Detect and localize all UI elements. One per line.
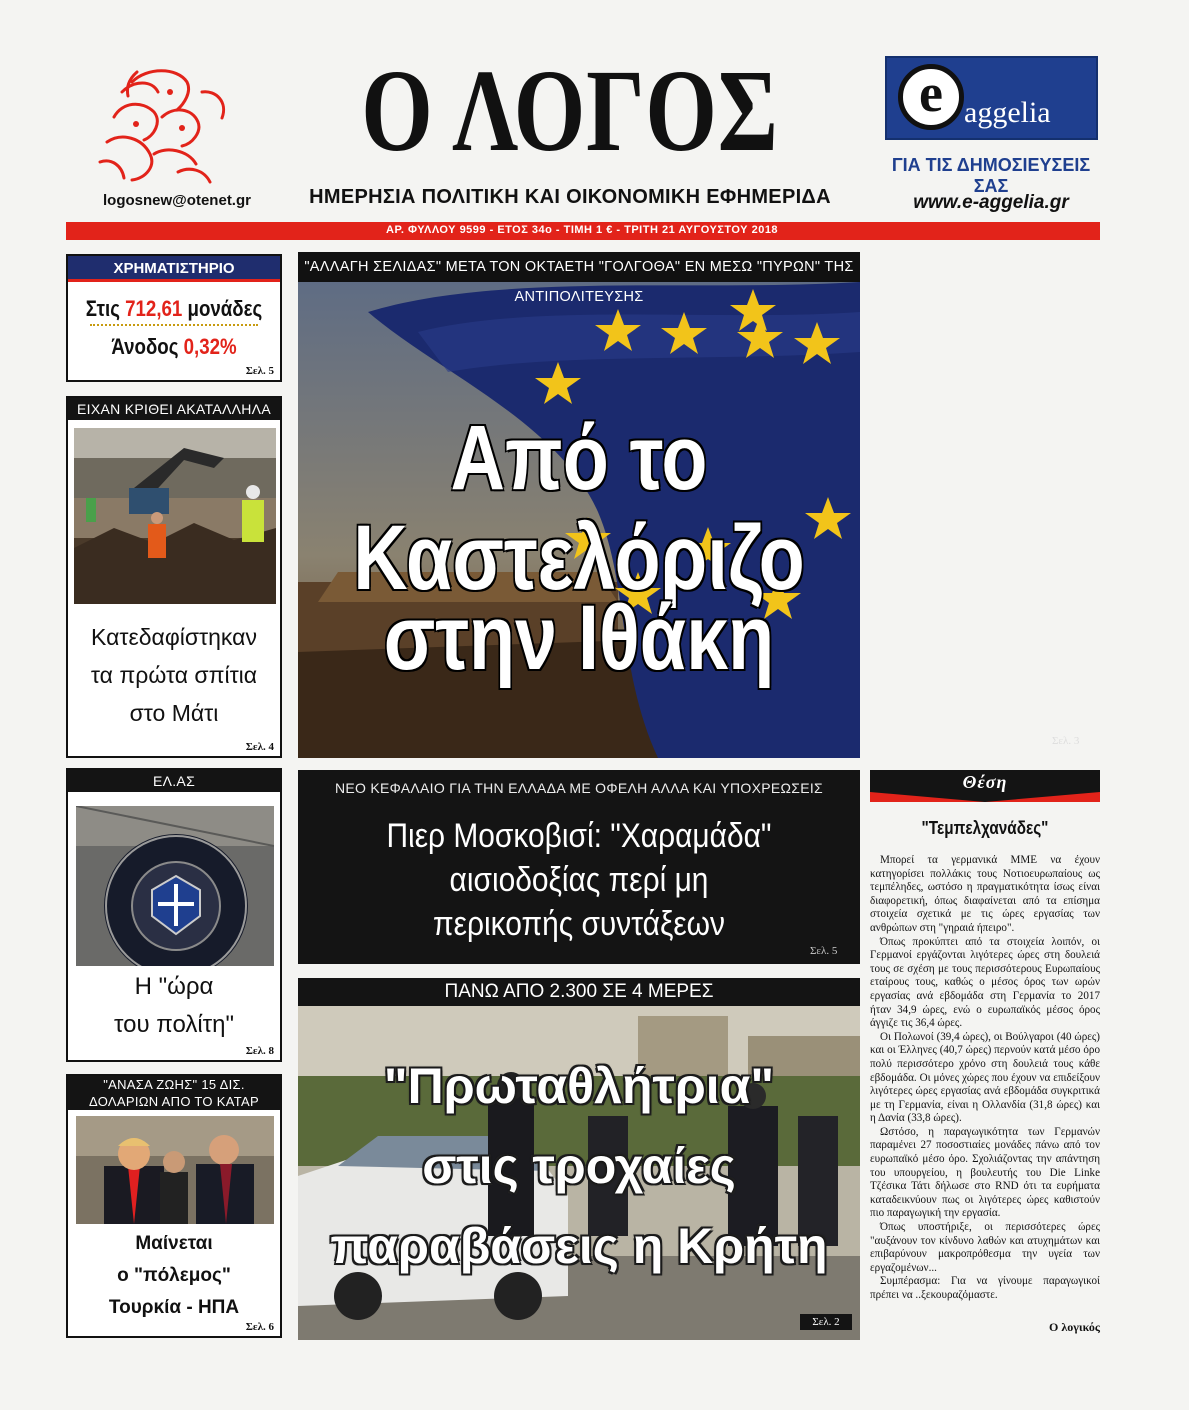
opinion-paragraph: Όπως υποστήριξε, οι περισσότερες ώρες "αυξάνουν τον κίνδυνο λαθών και ατυχημάτων και επιβαρύνουν μακροπρόθεσμα την υγεία των εργαζομένων... [870, 1221, 1100, 1274]
bourse-points: Στις 712,61 μονάδες [85, 296, 263, 321]
qatar-headline-2: ο "πόλεμος" [117, 1265, 231, 1286]
opinion-signature: Ο λογικός [1049, 1320, 1100, 1334]
page-ref: Σελ. 4 [245, 741, 274, 753]
divider [90, 324, 258, 326]
newspaper-subtitle: ΗΜΕΡΗΣΙΑ ΠΟΛΙΤΙΚΗ ΚΑΙ ΟΙΚΟΝΟΜΙΚΗ ΕΦΗΜΕΡΙΔΑ [309, 186, 831, 208]
bourse-box[interactable] [66, 254, 282, 382]
e-aggelia-logo-letter: e [919, 63, 943, 123]
opinion-paragraph: Ωστόσο, η παραγωγικότητα των Γερμανών παραμένει 27 ποσοστιαίες μονάδες πάνω από τον ευρωπαϊκό μέσο όρο. Σχολιάζοντας την απάντηση του υπουργείου, η βουλευτής του Die Linke Τζέσικα Τάτι δήλωσε στο RND ότι τα ευρήματα καταδεικνύουν πως οι λιγότερες ώρες καθιστούν πιο παραγωγική την εργασία. [870, 1125, 1100, 1220]
leaders-photo [76, 1116, 274, 1224]
crete-headline-1[interactable]: "Πρωταθλήτρια" [383, 1058, 775, 1114]
opinion-label: Θέση [962, 772, 1008, 792]
ad-url-link[interactable]: www.e-aggelia.gr [913, 192, 1069, 213]
feature-headline-2[interactable]: στην Ιθάκη [383, 587, 775, 689]
opinion-paragraph: Συμπέρασμα: Για να γίνουμε παραγωγικοί πρέπει να ..ξεκουραζόμαστε. [870, 1275, 1100, 1301]
opinion-paragraph: Μπορεί τα γερμανικά ΜΜΕ να έχουν κατηγορίσει πολλάκις τους Νοτιοευρωπαίους ως τεμπέληδες, ωστόσο η πραγματικότητα ίσως είναι διαφορετική, όπως διαφαίνεται από τα επίσημα στοιχεία σχετικά με τις ώρες εργασίας των ανθρώπων στη "γηραιά ήπειρο". [870, 854, 1100, 934]
page-ref: Σελ. 2 [800, 1314, 852, 1330]
bourse-change: Άνοδος 0,32% [111, 334, 237, 359]
moscovici-headline-1[interactable]: Πιερ Μοσκοβισί: "Χαραμάδα" [386, 817, 772, 855]
mati-headline-2: τα πρώτα σπίτια [90, 662, 258, 688]
newspaper-title: Ο ΛΟΓΟΣ [361, 45, 779, 176]
crete-kicker: ΠΑΝΩ ΑΠΟ 2.300 ΣΕ 4 ΜΕΡΕΣ [298, 978, 860, 1006]
mati-kicker: ΕΙΧΑΝ ΚΡΙΘΕΙ ΑΚΑΤΑΛΛΗΛΑ [68, 398, 280, 420]
elas-story[interactable] [66, 768, 282, 1062]
qatar-kicker-2: ΔΟΛΑΡΙΩΝ ΑΠΟ ΤΟ ΚΑΤΑΡ [68, 1093, 280, 1110]
elas-headline-2: του πολίτη" [113, 1011, 235, 1038]
opinion-body [870, 854, 1100, 1303]
mati-headline-3: στο Μάτι [129, 700, 219, 726]
bourse-header: ΧΡΗΜΑΤΙΣΤΗΡΙΟ [68, 256, 280, 282]
qatar-kicker-1: "ΑΝΑΣΑ ΖΩΗΣ" 15 ΔΙΣ. [68, 1076, 280, 1093]
opinion-paragraph: Οι Πολωνοί (39,4 ώρες), οι Βούλγαροι (40 ώρες) και οι Έλληνες (40,7 ώρες) περνούν κατά μέσο όρο πολύ περισσότερο χρόνο στη δουλειά τους κάθε εβδομάδα. Οι μόνες χώρες που έχουν να επιδείξουν λιγότερες ώρες εργασίας ανά εβδομάδα συγκριτικά με τη Γερμανία, είναι η Ολλανδία (31,8 ώρες) και η Δανία (33,8 ώρες). [870, 1030, 1100, 1125]
moscovici-kicker: ΝΕΟ ΚΕΦΑΛΑΙΟ ΓΙΑ ΤΗΝ ΕΛΛΑΔΑ ΜΕ ΟΦΕΛΗ ΑΛΛΑ ΚΑΙ ΥΠΟΧΡΕΩΣΕΙΣ [334, 780, 824, 796]
contact-email[interactable]: logosnew@otenet.gr [103, 192, 251, 209]
crete-headline-2[interactable]: στις τροχαίες [422, 1138, 736, 1194]
logo-figures-illustration [92, 62, 242, 190]
mati-story[interactable] [66, 396, 282, 758]
qatar-headline-1: Μαίνεται [135, 1233, 213, 1254]
qatar-headline-3: Τουρκία - ΗΠΑ [108, 1297, 240, 1318]
feature-headline-1[interactable]: Από το Καστελόριζο [353, 407, 805, 609]
page-ref: Σελ. 5 [245, 365, 274, 377]
demolition-photo [74, 428, 276, 604]
page-ref: Σελ. 6 [245, 1321, 274, 1333]
page-ref: Σελ. 8 [245, 1045, 274, 1057]
moscovici-headline-2[interactable]: αισιοδοξίας περί μη [449, 861, 709, 899]
opinion-title[interactable]: "Τεμπελχανάδες" [921, 818, 1049, 838]
feature-kicker: "ΑΛΛΑΓΗ ΣΕΛΙΔΑΣ" ΜΕΤΑ ΤΟΝ ΟΚΤΑΕΤΗ "ΓΟΛΓΟΘΑ" ΕΝ ΜΕΣΩ "ΠΥΡΩΝ" ΤΗΣ ΑΝΤΙΠΟΛΙΤΕΥΣΗΣ [298, 252, 860, 282]
issue-info: ΑΡ. ΦΥΛΛΟΥ 9599 - ΕΤΟΣ 34ο - ΤΙΜΗ 1 € - ΤΡΙΤΗ 21 ΑΥΓΟΥΣΤΟΥ 2018 [386, 224, 779, 236]
page-ref: Σελ. 5 [810, 945, 838, 957]
ad-call-to-action: ΓΙΑ ΤΙΣ ΔΗΜΟΣΙΕΥΣΕΙΣ ΣΑΣ [891, 155, 1091, 196]
elas-headline-1: Η "ώρα [134, 973, 214, 1000]
moscovici-headline-3[interactable]: περικοπής συντάξεων [432, 905, 726, 943]
crete-headline-3[interactable]: παραβάσεις η Κρήτη [330, 1218, 828, 1274]
police-emblem-photo [76, 806, 274, 966]
qatar-story[interactable] [66, 1074, 282, 1338]
page-ref: Σελ. 3 [1052, 735, 1080, 747]
elas-kicker: ΕΛ.ΑΣ [68, 770, 280, 792]
e-aggelia-logo-word: aggelia [964, 96, 1051, 129]
mati-headline-1: Κατεδαφίστηκαν [91, 624, 257, 650]
opinion-paragraph: Όπως προκύπτει από τα στοιχεία λοιπόν, οι Γερμανοί εργάζονται λιγότερες ώρες στη δουλειά τους σε σχέση με τους περισσότερους Ευρωπαίους εταίρους τους, καθώς ο μέσος όρος των ωρών εργασίας ανά εβδομάδα στη Γερμανία το 2017 ήταν 34,9 ώρες, ενώ ο ευρωπαϊκός μέσος όρος άγγιζε τις 36,4 ώρες. [870, 935, 1100, 1030]
